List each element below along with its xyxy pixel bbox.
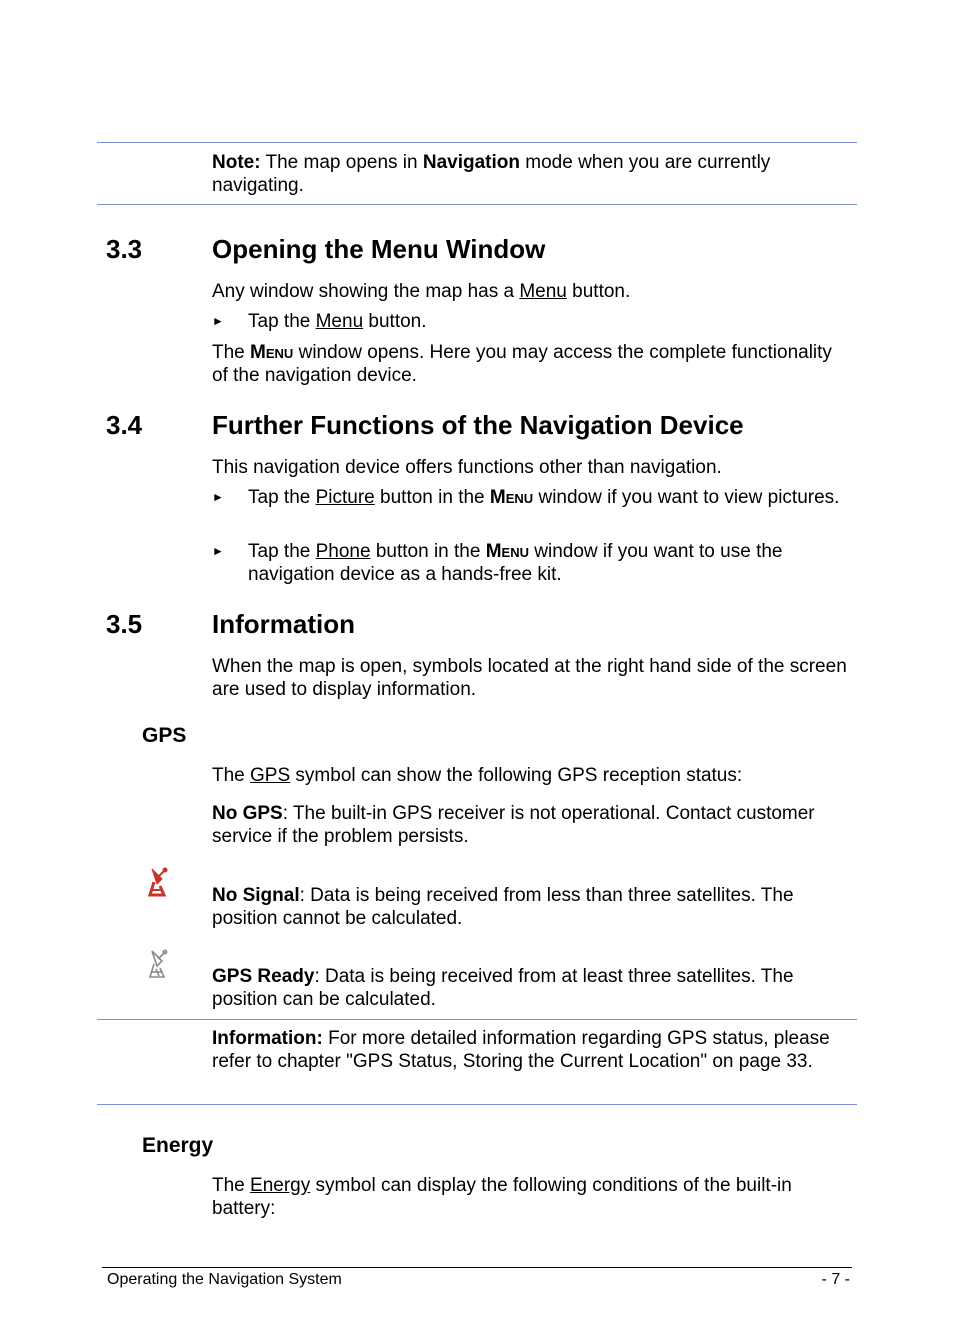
no-signal-para (212, 884, 852, 930)
no-gps-para (212, 802, 852, 848)
text: Tap the (248, 311, 316, 332)
energy-link[interactable]: Energy (250, 1175, 311, 1196)
text: : Data is being received from at least three satellites. The position can be calculated. (212, 966, 794, 1010)
bullet-arrow-icon: ► (212, 314, 224, 328)
text: : The built-in GPS receiver is not operational. Contact customer service if the problem persists. (212, 803, 815, 847)
bullet-text (248, 540, 852, 586)
text: button. (363, 311, 427, 332)
note-text-1: The map opens in (260, 152, 423, 173)
menu-window-name: Menu (489, 487, 534, 508)
note-text-2: mode when you are currently navigating. (212, 152, 771, 196)
bullet-text (248, 310, 852, 333)
section-3-3-para-2 (212, 341, 852, 387)
note-bold-navigation: Navigation (422, 152, 520, 173)
gps-ready-label: GPS Ready (212, 966, 315, 987)
gps-heading: GPS (142, 724, 187, 747)
gps-ready-para (212, 965, 852, 1011)
text: window if you want to use the navigation device as a hands-free kit. (248, 541, 783, 585)
satellite-dish-gray-icon (146, 947, 172, 979)
satellite-dish-red-icon (146, 865, 172, 897)
section-3-3-para-1 (212, 280, 852, 303)
info-text: For more detailed information regarding GPS status, please refer to chapter "GPS Status, Storing the Current Location" on page 33. (212, 1028, 830, 1072)
menu-window-name: Menu (485, 541, 529, 562)
text: The (212, 342, 251, 363)
section-3-3-number: 3.3 (106, 234, 143, 264)
text: The (212, 765, 251, 786)
picture-link[interactable]: Picture (315, 487, 375, 508)
section-3-5-para-1: When the map is open, symbols located at the right hand side of the screen are used to display information. (212, 656, 847, 700)
text: Any window showing the map has a (212, 281, 520, 302)
note-bottom-rule (97, 204, 857, 205)
bullet-arrow-icon: ► (212, 544, 224, 558)
phone-link[interactable]: Phone (315, 541, 371, 562)
note-label: Note: (212, 152, 261, 173)
info-note-box (212, 1027, 852, 1073)
text: symbol can display the following conditions of the built-in battery: (212, 1175, 792, 1219)
bullet-text (248, 486, 852, 509)
text: Tap the (248, 541, 316, 562)
menu-window-name: Menu (250, 342, 294, 363)
no-gps-label: No GPS (212, 803, 283, 824)
energy-para-1 (212, 1174, 852, 1220)
section-3-4-para-1: This navigation device offers functions other than navigation. (212, 457, 722, 478)
text: window opens. Here you may access the complete functionality of the navigation device. (212, 342, 832, 386)
footer-chapter-title: Operating the Navigation System (107, 1271, 342, 1288)
section-3-4-number: 3.4 (106, 410, 143, 440)
text: Tap the (248, 487, 316, 508)
menu-link[interactable]: Menu (315, 311, 364, 332)
text: symbol can show the following GPS reception status: (290, 765, 743, 786)
text: button in the (374, 487, 490, 508)
text: button. (566, 281, 631, 302)
section-3-3-title: Opening the Menu Window (212, 234, 546, 264)
text: window if you want to view pictures. (533, 487, 840, 508)
section-3-4-title: Further Functions of the Navigation Device (212, 410, 744, 440)
footer-rule (102, 1267, 852, 1268)
info-top-rule (97, 1019, 857, 1020)
gps-link[interactable]: GPS (250, 765, 291, 786)
info-bottom-rule (97, 1104, 857, 1105)
note-box (212, 151, 852, 197)
note-top-rule (97, 142, 857, 143)
text: button in the (370, 541, 486, 562)
text: The (212, 1175, 251, 1196)
text: : Data is being received from less than three satellites. The position cannot be calculated. (212, 885, 794, 929)
menu-link[interactable]: Menu (519, 281, 567, 302)
energy-heading: Energy (142, 1134, 214, 1157)
info-label: Information: (212, 1028, 323, 1049)
section-3-5-title: Information (212, 609, 355, 639)
no-signal-label: No Signal (212, 885, 300, 906)
section-3-5-number: 3.5 (106, 609, 143, 639)
gps-para-1 (212, 764, 852, 787)
footer-page-number: - 7 - (821, 1271, 850, 1288)
bullet-arrow-icon: ► (212, 490, 224, 504)
